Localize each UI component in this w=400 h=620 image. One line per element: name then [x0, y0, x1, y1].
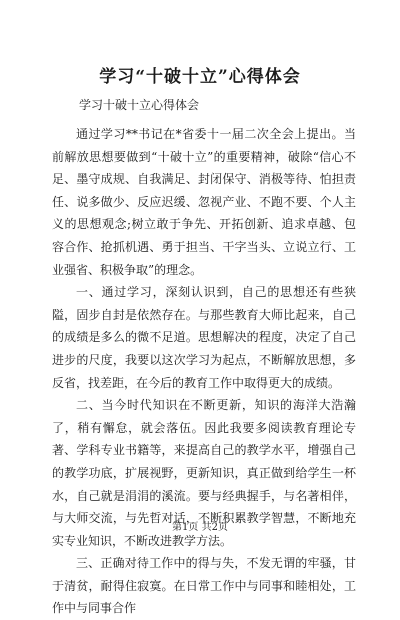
document-title: 学习“十破十立”心得体会 — [99, 67, 301, 87]
paragraph-point-two: 二、当今时代知识在不断更新，知识的海洋大浩瀚了，稍有懈怠，就会落伍。因此我要多阅读教育理论专著、学科专业书籍等，来提高自己的教学水平，增强自己的教学功底，扩展视野，更新知识，真正做到给学生一杯水，自己就是涓涓的溪流。要与经典握手，与名著相伴，与大师交流，与先哲对话，不断积累教学智慧，不断地充实专业知识，不断改进教学方法。 — [52, 398, 356, 548]
page-number-footer: 第1页 共2页 — [172, 522, 228, 533]
document-subtitle: 学习十破十立心得体会 — [79, 98, 200, 112]
paragraph-point-three: 三、正确对待工作中的得与失，不发无谓的牢骚，甘于清贫，耐得住寂寞。在日常工作中与同事和睦相处，工作中与同事合作 — [52, 556, 356, 616]
paragraph-intro: 通过学习**书记在*省委十一届二次全会上提出。当前解放思想要做到“十破十立”的重要精神，破除“信心不足、墨守成规、自我满足、封闭保守、消极等待、怕担责任、说多做少、反应迟缓、忽视产业、不跑不要、个人主义的思想观念;树立敢于争先、开拓创新、追求卓越、包容合作、抢抓机遇、勇于担当、干字当头、立说立行、工业强省、积极争取”的理念。 — [52, 127, 356, 277]
document-body — [52, 123, 356, 620]
paragraph-point-one: 一、通过学习，深刻认识到，自己的思想还有些狭隘，固步自封是依然存在。与那些教育大师比起来，自己的成绩是多么的微不足道。思想解决的程度，决定了自己进步的尺度，我要以这次学习为起点，不断解放思想，多反省，找差距，在今后的教育工作中取得更大的成绩。 — [52, 285, 356, 390]
